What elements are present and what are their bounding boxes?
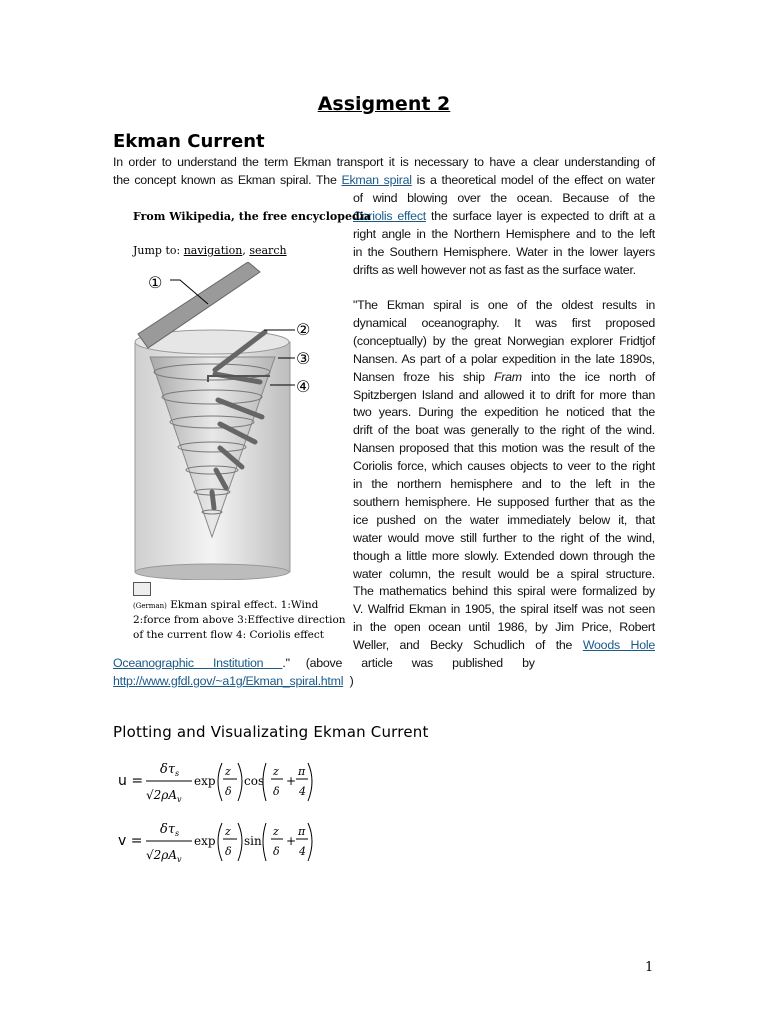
navigation-link[interactable]: navigation xyxy=(183,244,243,257)
search-link[interactable]: search xyxy=(249,244,287,257)
quote-line-18 xyxy=(353,618,655,636)
svg-text:δ: δ xyxy=(273,785,280,798)
svg-text:√2ρAv: $√2\rho A_v$ xyxy=(146,788,182,804)
svg-text:4: 4 xyxy=(299,845,306,858)
footer-line-2: http://www.gfdl.gov/~a1g/Ekman_spiral.html ) xyxy=(113,674,354,688)
quote-line-text: two years. During the expedition he noticed that the xyxy=(353,405,655,420)
figure-caption-source: From Wikipedia, the free encyclopedia xyxy=(133,210,371,223)
quote-line-6 xyxy=(353,403,655,421)
coriolis-rest-text: the surface layer is expected to drift at a xyxy=(425,208,655,223)
weller-text: Weller, and Becky Schudlich of the xyxy=(353,638,583,653)
svg-text:u =: u = xyxy=(118,773,144,789)
right-line-text: drifts as well however not as fast as the surface water. xyxy=(353,262,636,277)
quote-line-0 xyxy=(353,296,655,314)
svg-text:δ: δ xyxy=(225,845,232,858)
right-line-0 xyxy=(353,189,655,207)
svg-text:π: π xyxy=(298,825,306,838)
quote-line-text: southern hemisphere. He supposed further that as the xyxy=(353,494,655,509)
quote-line-text: water would move still further to the right of the wind, xyxy=(353,530,655,545)
svg-text:δ: δ xyxy=(225,785,232,798)
svg-text:z: z xyxy=(273,765,279,778)
quote-line-12 xyxy=(353,511,655,529)
quote-line-3 xyxy=(353,350,655,368)
fram-ship-name: Fram xyxy=(493,369,522,384)
right-line-text: of wind blowing over the ocean. Because of the xyxy=(353,191,655,205)
figure-note-line-2: 2:force from above 3:Effective direction xyxy=(133,614,346,626)
quote-line-10 xyxy=(353,475,655,493)
quote-line-text: ice pushed on the water immediately below it, that xyxy=(353,512,655,527)
fram-text-a: Nansen froze his ship xyxy=(353,369,494,384)
quote-line-4 xyxy=(353,368,655,386)
quote-line-text: in the open ocean until 1986, by Jim Price, Robert xyxy=(353,620,655,635)
svg-text:δ: δ xyxy=(273,845,280,858)
quote-line-16 xyxy=(353,582,655,600)
quote-line-text: water column, the result would be a spiral structure. xyxy=(353,566,655,581)
section-heading: Ekman Current xyxy=(113,131,265,152)
svg-text:z: z xyxy=(273,825,279,838)
right-line-2 xyxy=(353,225,655,243)
quote-line-text: drift of the boat was generally to the right of the wind. xyxy=(353,423,655,438)
svg-text:π: π xyxy=(298,765,306,778)
figure-note-line-3: of the current flow 4: Coriolis effect xyxy=(133,629,324,641)
quote-line-text: "The Ekman spiral is one of the oldest results in xyxy=(353,298,655,312)
quote-line-text: Nansen proposed that this motion was the result of the xyxy=(353,441,655,456)
coriolis-effect-link[interactable]: Coriolis effect xyxy=(353,208,426,223)
quote-line-text: dynamical oceanography. It was first proposed xyxy=(353,315,655,330)
label-1: ① xyxy=(148,273,163,292)
label-3: ③ xyxy=(296,349,311,368)
quote-line-19 xyxy=(353,636,655,654)
svg-text:δτs: $\delta\tau_s$ xyxy=(160,822,180,838)
svg-text:cos: cos xyxy=(244,774,265,788)
fram-text-b: into the ice north of xyxy=(521,369,655,384)
ekman-spiral-link[interactable]: Ekman spiral xyxy=(341,173,412,187)
svg-text:√2ρAv: $√2\rho A_v$ xyxy=(146,848,182,864)
svg-text:exp: exp xyxy=(194,774,216,788)
quote-line-text: The mathematics behind this spiral were formalized by xyxy=(353,584,655,599)
page-title: Assigment 2 xyxy=(317,93,451,115)
quote-line-7 xyxy=(353,421,655,439)
page-number: 1 xyxy=(645,960,654,975)
quote-line-text: Nansen. As part of a polar expedition in the late 1890s, xyxy=(353,351,655,366)
quote-line-14 xyxy=(353,547,655,565)
quote-line-2 xyxy=(353,332,655,350)
right-line-1 xyxy=(353,207,655,225)
quote-line-8 xyxy=(353,439,655,457)
plot-heading: Plotting and Visualizating Ekman Current xyxy=(113,723,429,741)
quote-line-text: Spitzbergen Island and allowed it to drift for more than xyxy=(353,387,655,402)
woods-hole-link-cont[interactable]: Oceanographic Institution xyxy=(113,656,283,670)
quote-line-17 xyxy=(353,600,655,618)
quote-line-1 xyxy=(353,314,655,332)
label-2: ② xyxy=(296,320,311,339)
right-line-4 xyxy=(353,261,655,279)
quote-line-15 xyxy=(353,565,655,583)
right-line-3 xyxy=(353,243,655,261)
footer-line-1: Oceanographic Institution ." (above article was published by xyxy=(113,656,535,670)
broken-image-icon xyxy=(133,582,151,596)
quote-line-text: in the northern hemisphere and to the left in the xyxy=(353,477,655,491)
quote-line-9 xyxy=(353,457,655,475)
svg-text:exp: exp xyxy=(194,834,216,848)
quote-line-text: though a little more slowly. Extended down through the xyxy=(353,548,655,563)
svg-text:z: z xyxy=(225,765,231,778)
figure-jump-links: Jump to: navigation, search xyxy=(133,244,287,257)
svg-text:z: z xyxy=(225,825,231,838)
svg-text:+: + xyxy=(286,834,297,848)
label-4: ④ xyxy=(296,377,311,396)
equation-u xyxy=(116,757,316,807)
svg-text:4: 4 xyxy=(299,785,306,798)
right-line-text: in the Southern Hemisphere. Water in the lower layers xyxy=(353,244,655,259)
quote-line-5 xyxy=(353,386,655,404)
gfdl-link[interactable]: http://www.gfdl.gov/~a1g/Ekman_spiral.html xyxy=(113,674,344,688)
equation-v xyxy=(116,817,316,867)
quote-line-13 xyxy=(353,529,655,547)
quote-line-text: V. Walfrid Ekman in 1905, the spiral itself was not seen xyxy=(353,602,655,617)
quote-line-text: Coriolis force, which causes objects to veer to the right xyxy=(353,459,655,474)
intro-line-2: the concept known as Ekman spiral. The Ekman spiral is a theoretical model of the effect on water xyxy=(113,173,655,187)
svg-text:sin: sin xyxy=(244,834,262,848)
svg-text:δτs: $\delta\tau_s$ xyxy=(160,762,180,778)
woods-hole-link[interactable]: Woods Hole xyxy=(582,638,656,653)
right-line-text: right angle in the Northern Hemisphere and to the left xyxy=(353,226,655,241)
svg-text:v =: v = xyxy=(118,833,143,849)
figure-note: (German) Ekman spiral effect. 1:Wind xyxy=(133,599,319,611)
quote-line-text: (conceptually) by the great Norwegian explorer Fridtjof xyxy=(353,333,655,348)
quote-line-11 xyxy=(353,493,655,511)
intro-line-1: In order to understand the term Ekman transport it is necessary to have a clear understanding of xyxy=(113,155,655,169)
svg-text:+: + xyxy=(286,774,297,788)
ekman-spiral-figure xyxy=(130,262,330,580)
